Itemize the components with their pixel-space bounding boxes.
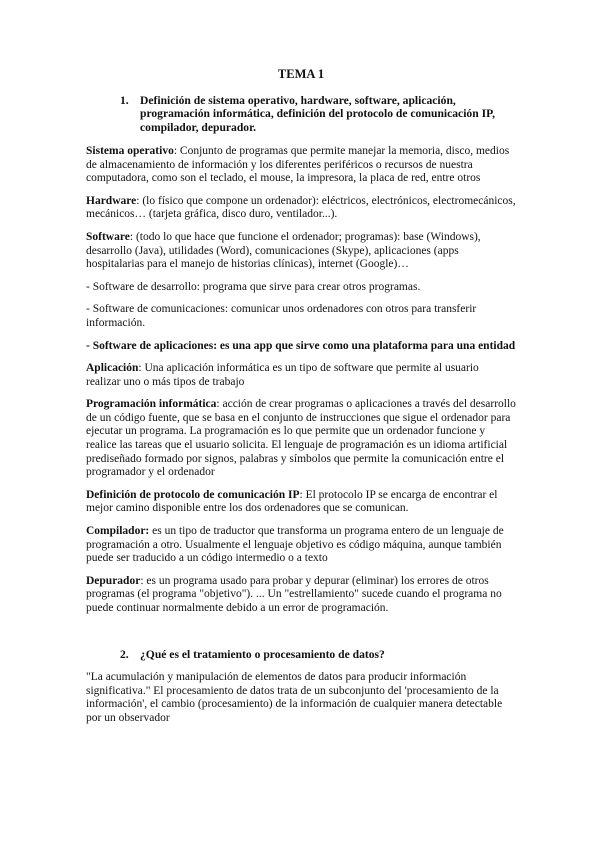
paragraph-hardware [86, 195, 516, 222]
term-programacion: Programación informática [86, 398, 217, 411]
paragraph-procesamiento-datos: "La acumulación y manipulación de elementos de datos para producir información significativa." El procesamiento de datos trata de un subconjunto del 'procesamiento de la información', el cambio (procesamiento) de la información de cualquier manera detectable por un observador [86, 671, 503, 724]
text-aplicacion: : Una aplicación informática es un tipo de software que permite al usuario realizar uno o más tipos de trabajo [86, 362, 479, 388]
section-1-number: 1. [120, 93, 129, 107]
paragraph-software-desarrollo: - Software de desarrollo: programa que sirve para crear otros programas. [86, 280, 421, 293]
paragraph-programacion [86, 398, 516, 480]
paragraph-software-aplicaciones: - Software de aplicaciones: es una app que sirve como una plataforma para una entidad [86, 339, 516, 352]
section-2-heading [120, 648, 516, 662]
section-1-title: Definición de sistema operativo, hardware, software, aplicación, programación informática, definición del protocolo de comunicación IP, compilador, depurador. [140, 93, 495, 135]
term-software: Software [86, 230, 130, 243]
paragraph-compilador [86, 525, 516, 566]
text-compilador: es un tipo de traductor que transforma un programa entero de un lenguaje de programación a otro. Usualmente el lenguaje objetivo es código máquina, aunque también puede ser traducido a un código intermedio o a texto [86, 525, 504, 565]
paragraph-aplicacion [86, 362, 516, 389]
section-1-heading [120, 94, 516, 135]
term-depurador: Depurador [86, 574, 141, 587]
page-title: TEMA 1 [277, 67, 325, 81]
term-aplicacion: Aplicación [86, 362, 139, 375]
term-hardware: Hardware [86, 194, 137, 207]
paragraph-software-comunicaciones: - Software de comunicaciones: comunicar unos ordenadores con otros para transferir información. [86, 303, 477, 329]
term-compilador: Compilador: [86, 525, 150, 538]
text-hardware: : (lo físico que compone un ordenador): eléctricos, electrónicos, electromecánicos, mecánicos… (tarjeta gráfica, disco duro, ventilador...). [86, 194, 516, 221]
section-2-number: 2. [120, 647, 129, 661]
paragraph-sistema-operativo [86, 145, 516, 186]
text-depurador: : es un programa usado para probar y depurar (eliminar) los errores de otros programas (el programa "objetivo"). ... Un "estrellamiento" sucede cuando el programa no puede continuar normalmente debido a un error de programación. [86, 574, 502, 615]
text-software: : (todo lo que hace que funcione el ordenador; programas): base (Windows), desarrollo (Java), utilidades (Word), comunicaciones (Skype), aplicaciones (apps hospitalarias para el manejo de historias clínicas), internet (Google)… [86, 230, 481, 271]
document-page [86, 68, 516, 735]
term-protocolo-ip: Definición de protocolo de comunicación IP [86, 488, 300, 501]
section-2-title: ¿Qué es el tratamiento o procesamiento de datos? [140, 647, 385, 661]
text-protocolo-ip: : El protocolo IP se encarga de encontrar el mejor camino disponible entre los dos ordenadores que se comunican. [86, 488, 498, 515]
text-programacion: : acción de crear programas o aplicaciones a través del desarrollo de un código fuente, que se basa en el conjunto de instrucciones que sigue el ordenador para ejecutar un programa. La programación es lo que permite que un ordenador funcione y realice las tareas que el usuario solicita. El lenguaje de programación es un idioma artificial prediseñado formado por signos, palabras y símbolos que permite la comunicación entre el programador y el ordenador [86, 398, 516, 479]
paragraph-depurador [86, 575, 516, 616]
term-sistema-operativo: Sistema operativo [86, 144, 174, 157]
paragraph-software [86, 231, 516, 272]
paragraph-protocolo-ip [86, 489, 516, 516]
text-sistema-operativo: : Conjunto de programas que permite manejar la memoria, disco, medios de almacenamiento de información y los diferentes periféricos o recursos de nuestra computadora, como son el teclado, el mouse, la impresora, la placa de red, entre otros [86, 144, 510, 185]
